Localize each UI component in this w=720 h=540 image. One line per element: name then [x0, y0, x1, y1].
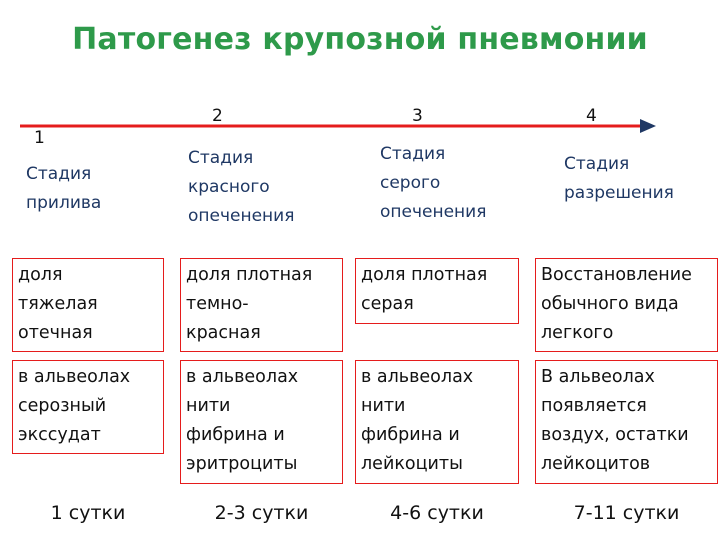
duration-stage-2: 2-3 сутки	[214, 502, 309, 524]
stage-1-number: 1	[34, 128, 45, 148]
stage-3-number: 3	[412, 106, 423, 126]
duration-stage-3: 4-6 сутки	[390, 502, 484, 524]
stage-4-number: 4	[586, 106, 597, 126]
lobe-cell-stage-1: доля тяжелая отечная	[12, 258, 164, 352]
duration-stage-4: 7-11 сутки	[573, 502, 680, 524]
lobe-cell-stage-4: Восстановление обычного вида легкого	[535, 258, 718, 352]
lobe-cell-stage-3: доля плотная серая	[355, 258, 519, 324]
alveoli-cell-stage-3: в альвеолах нити фибрина и лейкоциты	[355, 360, 519, 484]
stage-1-label: Стадия прилива	[26, 164, 102, 213]
timeline-arrow	[20, 116, 656, 136]
stage-2-label: Стадия красного опеченения	[188, 148, 295, 226]
duration-stage-1: 1 сутки	[50, 502, 126, 524]
alveoli-cell-stage-1: в альвеолах серозный экссудат	[12, 360, 164, 454]
lobe-cell-stage-2: доля плотная темно- красная	[180, 258, 343, 352]
page-title: Патогенез крупозной пневмонии	[72, 22, 648, 57]
alveoli-cell-stage-4: В альвеолах появляется воздух, остатки лейкоцитов	[535, 360, 718, 484]
stage-4-label: Стадия разрешения	[564, 154, 674, 203]
stage-3-label: Стадия серого опеченения	[380, 144, 487, 222]
stage-2-number: 2	[212, 106, 223, 126]
alveoli-cell-stage-2: в альвеолах нити фибрина и эритроциты	[180, 360, 343, 484]
